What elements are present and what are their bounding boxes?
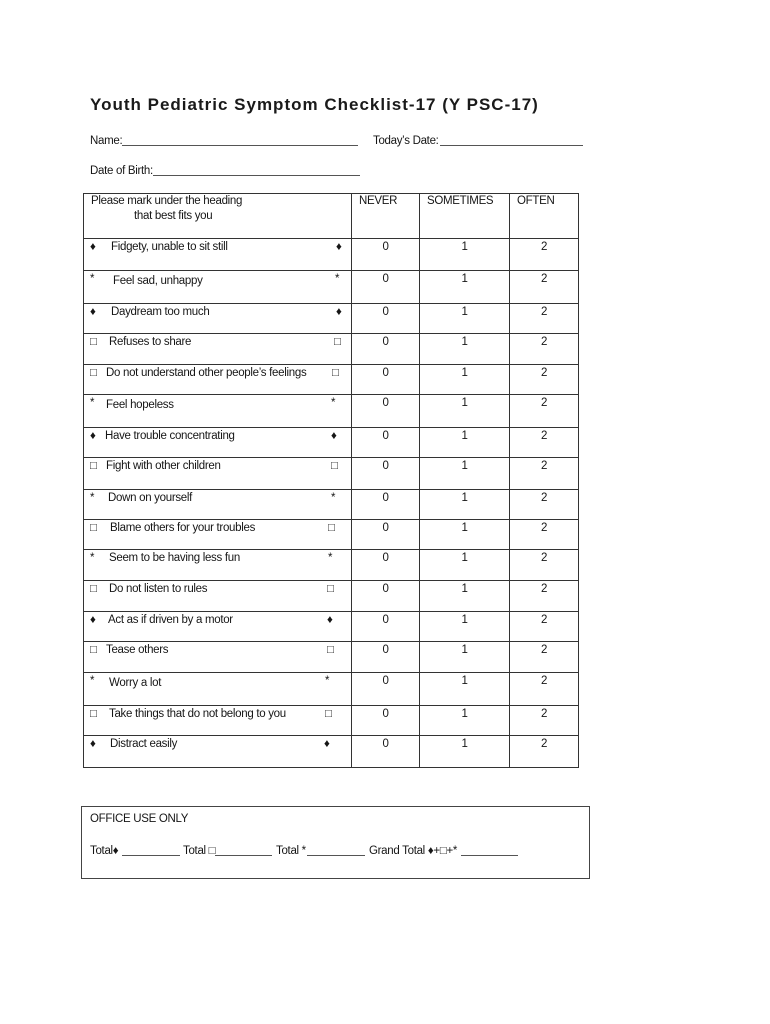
column-header-never: NEVER bbox=[352, 194, 420, 239]
square-icon: □ bbox=[90, 708, 97, 720]
square-icon: □ bbox=[90, 522, 97, 534]
total-diamond-label: Total♦ bbox=[90, 845, 119, 857]
item-text: Tease others bbox=[106, 644, 169, 656]
score-never[interactable]: 0 bbox=[352, 271, 420, 304]
score-often[interactable]: 2 bbox=[510, 334, 579, 365]
square-icon: □ bbox=[90, 367, 97, 379]
total-diamond-field[interactable] bbox=[122, 843, 180, 856]
score-sometimes[interactable]: 1 bbox=[420, 706, 510, 736]
diamond-icon: ♦ bbox=[336, 306, 342, 318]
score-never[interactable]: 0 bbox=[352, 520, 420, 550]
square-icon: □ bbox=[331, 460, 338, 472]
total-asterisk-field[interactable] bbox=[307, 843, 365, 856]
item-cell bbox=[84, 271, 352, 304]
score-often[interactable]: 2 bbox=[510, 581, 579, 612]
score-never[interactable]: 0 bbox=[352, 304, 420, 334]
score-sometimes[interactable]: 1 bbox=[420, 550, 510, 581]
score-often[interactable]: 2 bbox=[510, 490, 579, 520]
score-often[interactable]: 2 bbox=[510, 304, 579, 334]
checklist-row bbox=[84, 490, 579, 520]
diamond-icon: ♦ bbox=[90, 241, 96, 253]
item-cell bbox=[84, 365, 352, 395]
name-label: Name: bbox=[90, 135, 123, 147]
item-cell bbox=[84, 334, 352, 365]
item-cell bbox=[84, 612, 352, 642]
item-text: Feel sad, unhappy bbox=[113, 275, 203, 287]
asterisk-icon: * bbox=[335, 273, 340, 285]
checklist-row bbox=[84, 428, 579, 458]
score-sometimes[interactable]: 1 bbox=[420, 395, 510, 428]
item-cell bbox=[84, 581, 352, 612]
asterisk-icon: * bbox=[90, 552, 95, 564]
asterisk-icon: * bbox=[90, 397, 95, 409]
item-text: Take things that do not belong to you bbox=[109, 708, 286, 720]
item-cell bbox=[84, 736, 352, 768]
item-text: Fidgety, unable to sit still bbox=[111, 241, 228, 253]
checklist-row bbox=[84, 706, 579, 736]
score-sometimes[interactable]: 1 bbox=[420, 612, 510, 642]
square-icon: □ bbox=[90, 336, 97, 348]
score-often[interactable]: 2 bbox=[510, 612, 579, 642]
score-often[interactable]: 2 bbox=[510, 550, 579, 581]
item-text: Have trouble concentrating bbox=[105, 430, 235, 442]
date-of-birth-field[interactable] bbox=[153, 163, 360, 176]
checklist-row bbox=[84, 581, 579, 612]
checklist-row bbox=[84, 395, 579, 428]
score-never[interactable]: 0 bbox=[352, 736, 420, 768]
score-never[interactable]: 0 bbox=[352, 334, 420, 365]
score-often[interactable]: 2 bbox=[510, 706, 579, 736]
asterisk-icon: * bbox=[331, 492, 336, 504]
checklist-row bbox=[84, 520, 579, 550]
score-sometimes[interactable]: 1 bbox=[420, 428, 510, 458]
office-use-heading: OFFICE USE ONLY bbox=[90, 813, 189, 825]
score-often[interactable]: 2 bbox=[510, 428, 579, 458]
score-often[interactable]: 2 bbox=[510, 458, 579, 490]
checklist-row bbox=[84, 271, 579, 304]
score-often[interactable]: 2 bbox=[510, 736, 579, 768]
square-icon: □ bbox=[327, 583, 334, 595]
score-often[interactable]: 2 bbox=[510, 271, 579, 304]
score-often[interactable]: 2 bbox=[510, 395, 579, 428]
score-never[interactable]: 0 bbox=[352, 550, 420, 581]
office-use-box bbox=[81, 806, 590, 879]
item-text: Worry a lot bbox=[109, 677, 162, 689]
item-text: Do not listen to rules bbox=[109, 583, 208, 595]
date-of-birth-label: Date of Birth: bbox=[90, 165, 153, 177]
diamond-icon: ♦ bbox=[331, 430, 337, 442]
grand-total-field[interactable] bbox=[461, 843, 518, 856]
item-cell bbox=[84, 458, 352, 490]
checklist-row bbox=[84, 736, 579, 768]
todays-date-label: Today’s Date: bbox=[373, 135, 439, 147]
grand-total-label: Grand Total ♦+□+* bbox=[369, 845, 458, 857]
item-text: Seem to be having less fun bbox=[109, 552, 240, 564]
score-sometimes[interactable]: 1 bbox=[420, 239, 510, 271]
instruction-line-1: Please mark under the heading bbox=[91, 195, 243, 207]
asterisk-icon: * bbox=[331, 397, 336, 409]
column-header-sometimes: SOMETIMES bbox=[420, 194, 510, 239]
score-never[interactable]: 0 bbox=[352, 612, 420, 642]
score-sometimes[interactable]: 1 bbox=[420, 365, 510, 395]
square-icon: □ bbox=[327, 644, 334, 656]
total-asterisk-label: Total * bbox=[276, 845, 306, 857]
item-text: Fight with other children bbox=[106, 460, 221, 472]
item-cell bbox=[84, 490, 352, 520]
score-never[interactable]: 0 bbox=[352, 239, 420, 271]
score-never[interactable]: 0 bbox=[352, 706, 420, 736]
item-cell bbox=[84, 520, 352, 550]
score-sometimes[interactable]: 1 bbox=[420, 736, 510, 768]
diamond-icon: ♦ bbox=[336, 241, 342, 253]
score-never[interactable]: 0 bbox=[352, 428, 420, 458]
score-never[interactable]: 0 bbox=[352, 458, 420, 490]
score-often[interactable]: 2 bbox=[510, 520, 579, 550]
square-icon: □ bbox=[90, 583, 97, 595]
instruction-cell bbox=[84, 194, 352, 239]
total-square-field[interactable] bbox=[215, 843, 272, 856]
diamond-icon: ♦ bbox=[324, 738, 330, 750]
item-cell bbox=[84, 550, 352, 581]
score-sometimes[interactable]: 1 bbox=[420, 304, 510, 334]
item-text: Down on yourself bbox=[108, 492, 193, 504]
score-sometimes[interactable]: 1 bbox=[420, 581, 510, 612]
checklist-row bbox=[84, 642, 579, 673]
item-cell bbox=[84, 304, 352, 334]
diamond-icon: ♦ bbox=[90, 306, 96, 318]
document-title: Youth Pediatric Symptom Checklist-17 (Y PSC-17) bbox=[90, 95, 539, 114]
item-text: Feel hopeless bbox=[106, 399, 174, 411]
checklist-row bbox=[84, 365, 579, 395]
todays-date-field[interactable] bbox=[440, 133, 583, 146]
asterisk-icon: * bbox=[90, 492, 95, 504]
score-sometimes[interactable]: 1 bbox=[420, 490, 510, 520]
score-sometimes[interactable]: 1 bbox=[420, 673, 510, 706]
score-never[interactable]: 0 bbox=[352, 673, 420, 706]
column-header-often: OFTEN bbox=[510, 194, 579, 239]
asterisk-icon: * bbox=[328, 552, 333, 564]
score-never[interactable]: 0 bbox=[352, 581, 420, 612]
table-header-row bbox=[84, 194, 579, 239]
item-text: Do not understand other people’s feelings bbox=[106, 367, 307, 379]
item-cell bbox=[84, 706, 352, 736]
score-never[interactable]: 0 bbox=[352, 490, 420, 520]
score-often[interactable]: 2 bbox=[510, 673, 579, 706]
score-never[interactable]: 0 bbox=[352, 365, 420, 395]
score-sometimes[interactable]: 1 bbox=[420, 334, 510, 365]
score-never[interactable]: 0 bbox=[352, 395, 420, 428]
square-icon: □ bbox=[90, 460, 97, 472]
score-often[interactable]: 2 bbox=[510, 642, 579, 673]
diamond-icon: ♦ bbox=[90, 738, 96, 750]
square-icon: □ bbox=[90, 644, 97, 656]
total-square-label: Total □ bbox=[183, 845, 216, 857]
score-sometimes[interactable]: 1 bbox=[420, 458, 510, 490]
diamond-icon: ♦ bbox=[90, 430, 96, 442]
item-text: Distract easily bbox=[110, 738, 178, 750]
square-icon: □ bbox=[334, 336, 341, 348]
item-cell bbox=[84, 395, 352, 428]
square-icon: □ bbox=[325, 708, 332, 720]
item-cell bbox=[84, 642, 352, 673]
diamond-icon: ♦ bbox=[90, 614, 96, 626]
item-text: Act as if driven by a motor bbox=[108, 614, 233, 626]
score-never[interactable]: 0 bbox=[352, 642, 420, 673]
checklist-row bbox=[84, 334, 579, 365]
instruction-line-2: that best fits you bbox=[134, 210, 213, 222]
square-icon: □ bbox=[332, 367, 339, 379]
asterisk-icon: * bbox=[90, 675, 95, 687]
checklist-row bbox=[84, 304, 579, 334]
checklist-row bbox=[84, 550, 579, 581]
item-text: Blame others for your troubles bbox=[110, 522, 256, 534]
item-cell bbox=[84, 239, 352, 271]
score-sometimes[interactable]: 1 bbox=[420, 271, 510, 304]
asterisk-icon: * bbox=[90, 273, 95, 285]
checklist-row bbox=[84, 458, 579, 490]
checklist-row bbox=[84, 673, 579, 706]
asterisk-icon: * bbox=[325, 675, 330, 687]
square-icon: □ bbox=[328, 522, 335, 534]
checklist-row bbox=[84, 239, 579, 271]
name-field[interactable] bbox=[122, 133, 358, 146]
item-cell bbox=[84, 673, 352, 706]
checklist-row bbox=[84, 612, 579, 642]
score-sometimes[interactable]: 1 bbox=[420, 520, 510, 550]
item-text: Refuses to share bbox=[109, 336, 192, 348]
item-cell bbox=[84, 428, 352, 458]
score-often[interactable]: 2 bbox=[510, 365, 579, 395]
score-sometimes[interactable]: 1 bbox=[420, 642, 510, 673]
score-often[interactable]: 2 bbox=[510, 239, 579, 271]
item-text: Daydream too much bbox=[111, 306, 210, 318]
symptom-checklist-table bbox=[83, 193, 579, 768]
diamond-icon: ♦ bbox=[327, 614, 333, 626]
